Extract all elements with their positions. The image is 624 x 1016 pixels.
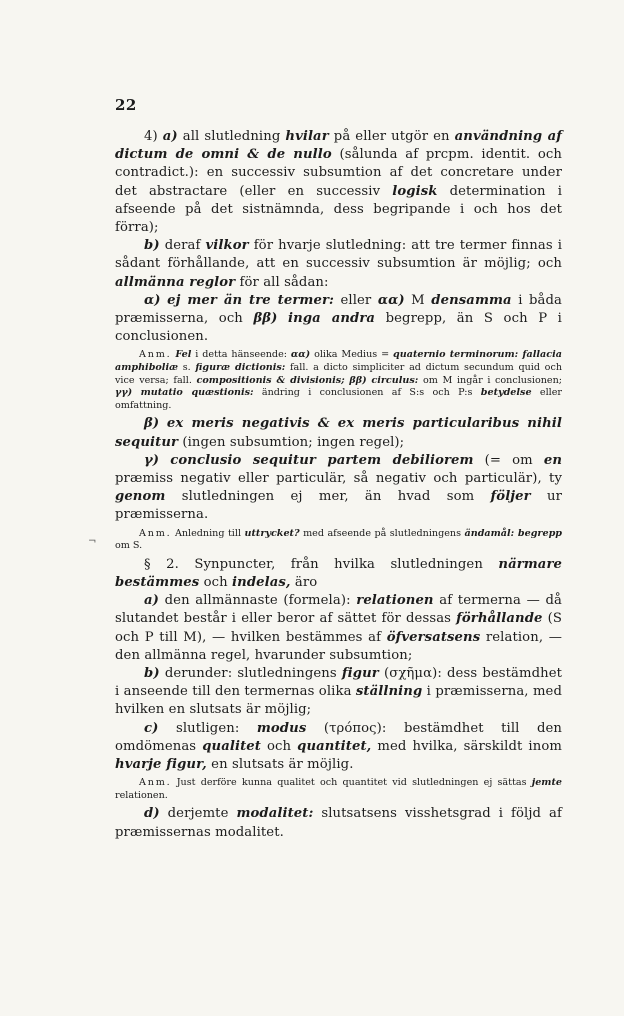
note-3: Anm. Just derföre kunna qualitet och quantitet vid slutledningen ej sättas jemte relationen. — [115, 777, 562, 801]
item-label: c) — [144, 720, 159, 736]
item-label: α) — [144, 292, 161, 308]
paragraph-c: c) slutligen: modus (τρόπος): bestämdhet till den omdömenas qualitet och quantitet, med hvilka, särskildt inom hvarje figur, en slutsats är möjlig. — [115, 720, 563, 773]
paragraph-alpha: α) ej mer än tre termer: eller αα) M densamma i båda præmisserna, och ββ) inga andra begrepp, än S och P i conclusionen. — [115, 292, 563, 345]
paragraph-b2: b) derunder: slutledningens figur (σχῆμα): dess bestämdhet i anseende till den termernas olika ställning i præmisserna, med hvilken en slutsats är möjlig; — [115, 666, 563, 718]
item-label: b) — [144, 666, 160, 682]
item-label: β) — [144, 416, 160, 432]
page-number: 22 — [115, 96, 137, 114]
item-label: a) — [144, 593, 159, 609]
section-number: § 2. — [144, 556, 179, 572]
paragraph-4a: 4) a) all slutledning hvilar på eller utgör en användning af dictum de omni & de nullo (sålunda af prcpm. identit. och contradict.): en successiv subsumtion af det concretare under det abstractare (eller en successiv logisk determination i afseende på det sistnämnda, dess begripande i och hos det förra); — [115, 129, 563, 236]
paragraph-gamma: γ) conclusio sequitur partem debiliorem (= om en præmiss negativ eller particulär, så negativ och particulär), ty genom slutledningen ej mer, än hvad som följer ur præmisserna. — [115, 452, 563, 523]
item-label: γ) — [144, 452, 160, 468]
paragraph-d: d) derjemte modalitet: slutsatsens visshetsgrad i följd af præmissernas modalitet. — [115, 806, 562, 840]
note-label: Anm. — [139, 349, 172, 361]
margin-mark: ¬ — [88, 536, 97, 547]
note-1: Anm. Fel i detta hänseende: αα) olika Medius = quaternio terminorum: fallacia amphiboliæ s. figuræ dictionis: fall. a dicto simpliciter ad dictum secundum quid och vice versa; fall. compositionis & divisionis; ββ) circulus: om M ingår i conclusionen; γγ) mutatio quæstionis: ändring i conclusionen af S:s och P:s betydelse eller omfattning. — [115, 349, 563, 411]
item-number: 4) — [144, 129, 158, 144]
section-2: § 2. Synpuncter, från hvilka slutledningen närmare bestämmes och indelas, äro — [115, 556, 562, 591]
item-label: a) — [162, 129, 178, 144]
book-page — [115, 96, 562, 842]
paragraph-beta: β) ex meris negativis & ex meris particularibus nihil sequitur (ingen subsumtion; ingen regel); — [115, 416, 563, 450]
paragraph-b: b) deraf vilkor för hvarje slutledning: att tre termer finnas i sådant förhållande, att en successiv subsumtion är möjlig; och allmänna reglor för all sådan: — [115, 238, 563, 290]
item-label: d) — [144, 806, 160, 822]
note-label: Anm. — [139, 777, 172, 789]
note-2: Anm. Anledning till uttrycket? med afseende på slutledningens ändamål: begrepp om S. — [115, 527, 563, 552]
note-label: Anm. — [139, 527, 172, 539]
paragraph-a: a) den allmännaste (formela): relationen af termerna — då slutandet består i eller beror af sättet för dessas förhållande (S och P till M), — hvilken bestämmes af öfversatsens relation, — den allmänna regel, hvarunder subsumtion; — [115, 593, 563, 663]
item-label: b) — [144, 238, 160, 254]
